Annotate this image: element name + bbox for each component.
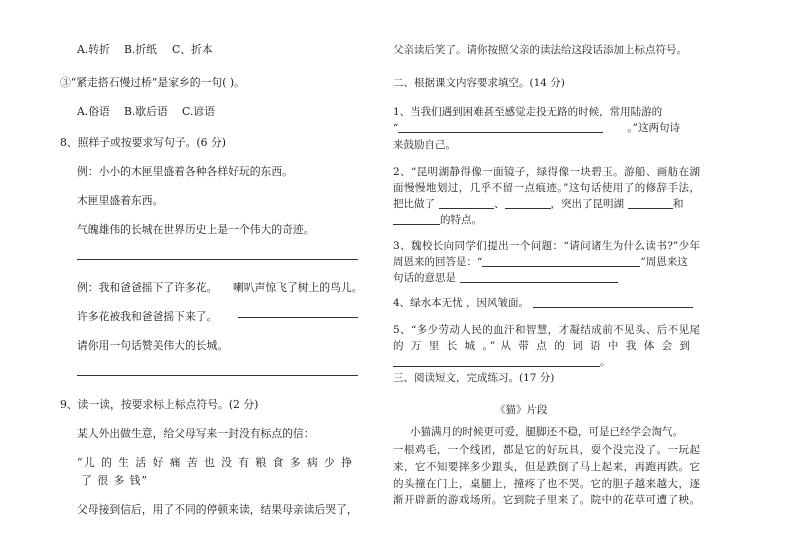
- q9-intro: 某人外出做生意，给父母写来一封没有标点的信：: [77, 427, 315, 440]
- s2-item2-text: 、: [494, 198, 505, 210]
- s2-item3-text: 周恩来的回答是：“: [393, 256, 483, 268]
- open-quote: “: [393, 122, 399, 134]
- fill-blank: [505, 197, 551, 209]
- passage-line: 来，它不知要摔多少跟头，但是跌倒了马上起来，再跑再跌。它: [393, 461, 700, 473]
- answer-line: [77, 259, 358, 260]
- passage-line: 一根鸡毛，一个线团，都是它的好玩具，耍个没完没了。一玩起: [393, 444, 700, 456]
- s2-item5-line: 的 万 里 长 城 。” 从 带 点 的 词 语 中 我 体 会 到: [393, 340, 690, 352]
- question-8-heading: 8、照样子或按要求写句子。(6 分): [60, 136, 226, 149]
- answer-line: [238, 317, 358, 318]
- s2-item5-text: 。: [600, 356, 611, 368]
- answer-line: [77, 375, 358, 376]
- fill-blank: [628, 197, 673, 209]
- s2-item2-text: 的特点。: [440, 214, 482, 226]
- q7-sub3-option-c: C.谚语: [182, 105, 215, 118]
- section-2-heading: 二、根据课文内容要求填空。(14 分): [393, 77, 565, 89]
- q9-instruction: 父母接到信后，用了不同的停顿来读，结果母亲读后哭了，: [77, 503, 358, 516]
- passage-title: 《猫》片段: [495, 404, 548, 416]
- s2-item1-line: 来鼓励自己。: [393, 139, 456, 151]
- s2-item3-text: ”周恩来这: [640, 256, 688, 268]
- q8-example1-rewrite: 木匣里盛着东西。: [77, 194, 164, 207]
- fill-blank: [439, 197, 494, 209]
- q7-sub2-option-c: C、折本: [172, 43, 213, 56]
- q8-example1-sentence: 例：小小的木匣里盛着各种各样好玩的东西。: [77, 165, 293, 178]
- s2-item2-line: 面慢慢地划过，几乎不留一点痕迹。”这句话使用了的修辞手法，: [393, 182, 700, 194]
- s2-item5-blank-line: [393, 355, 611, 369]
- passage-line: 的头撞在门上，桌腿上，撞疼了也不哭。它的胆子越来越大，逐: [393, 478, 700, 490]
- passage-line: 小猫满月的时候更可爱，腿脚还不稳，可是已经学会淘气。: [410, 426, 683, 438]
- s2-item2-blank-line: [393, 197, 684, 211]
- s2-item1-blank-line: [393, 121, 680, 135]
- q7-sub3-option-b: B.歇后语: [124, 105, 168, 118]
- fill-blank: [482, 255, 640, 267]
- q8-task2-sentence: 喇叭声惊飞了树上的鸟儿。: [233, 281, 363, 294]
- s2-item1-line: 1、当我们遇到困难甚至感觉走投无路的时候，常用陆游的: [393, 106, 663, 118]
- q9-instruction-continued: 父亲读后笑了。请你按照父亲的读法给这段话添加上标点符号。: [393, 44, 687, 56]
- fill-blank: [533, 296, 693, 308]
- s2-item2-text: 把比做了: [393, 198, 435, 210]
- q7-sub3-option-a: A.俗语: [77, 105, 110, 118]
- passage-line: 渐开辟新的游戏场所。它到院子里来了。院中的花草可遭了秧。: [393, 494, 700, 506]
- section-3-heading: 三、阅读短文，完成练习。(17 分): [393, 372, 555, 384]
- right-column: [393, 0, 703, 560]
- q8-example2-rewrite: 许多花被我和爸爸摇下来了。: [77, 310, 218, 323]
- s2-item2-text: 和: [673, 198, 684, 210]
- q9-letter-line: 了 很 多 钱”: [81, 474, 147, 487]
- q8-example2-sentence: 例：我和爸爸摇下了许多花。: [77, 281, 218, 294]
- s2-item3-blank-line: [393, 255, 688, 269]
- q7-sub2-option-a: A.转折: [77, 43, 110, 56]
- q9-letter-line: “儿 的 生 活 好 痛 苦 也 没 有 粮 食 多 病 少 挣: [77, 456, 352, 469]
- s2-item4-line: [393, 296, 693, 310]
- s2-item5-line: 5、“多少劳动人民的血汗和智慧，才凝结成前不见头、后不见尾: [393, 324, 700, 336]
- s2-item1-after-blank: 。”这两句诗: [627, 122, 680, 134]
- s2-item2-line: 2、“昆明湖静得像一面镜子，绿得像一块碧玉。游船、画舫在湖: [393, 166, 700, 178]
- s2-item3-text: 句话的意思是: [393, 272, 456, 284]
- s2-item2-blank-line: [393, 213, 482, 227]
- fill-blank: [460, 271, 618, 283]
- fill-blank: [398, 121, 603, 133]
- question-9-heading: 9、读一读，按要求标上标点符号。(2 分): [60, 398, 259, 411]
- s2-item2-text: ，突出了昆明湖: [550, 198, 624, 210]
- q7-sub2-option-b: B.折纸: [124, 43, 157, 56]
- fill-blank: [393, 213, 440, 225]
- s2-item3-blank-line: [393, 271, 618, 285]
- q8-task1-sentence: 气魄雄伟的长城在世界历史上是一个伟大的奇迹。: [77, 223, 315, 236]
- fill-blank: [393, 355, 600, 367]
- q7-sub3-question: ③“紧走搭石慢过桥”是家乡的一句( )。: [60, 76, 245, 89]
- s2-item3-line: 3、魏校长向同学们提出一个问题：“请问诸生为什么读书?”少年: [393, 240, 700, 252]
- left-column: [60, 0, 363, 560]
- s2-item4-text: 4、绿水本无忧 ，因风皱面。: [393, 297, 530, 309]
- q8-task3-prompt: 请你用一句话赞美伟大的长城。: [77, 339, 229, 352]
